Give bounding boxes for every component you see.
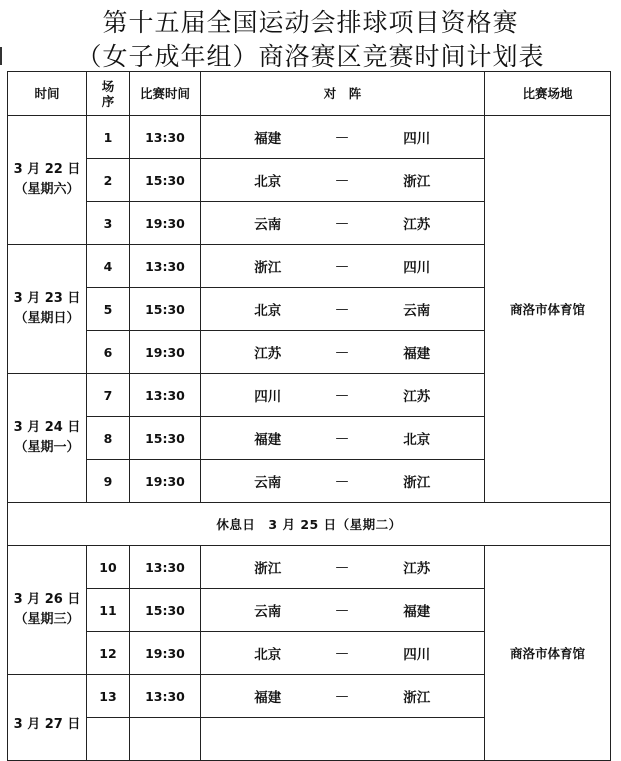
home-team: 云南 xyxy=(201,460,335,503)
home-team: 云南 xyxy=(201,589,335,632)
match-number: 1 xyxy=(87,116,130,159)
document-title-line2: （女子成年组）商洛赛区竞赛时间计划表 xyxy=(76,42,545,71)
header-matchup: 对 阵 xyxy=(201,72,485,116)
match-number: 3 xyxy=(87,202,130,245)
away-team: 四川 xyxy=(350,116,485,159)
header-order-bottom: 序 xyxy=(101,93,115,109)
match-time: 13:30 xyxy=(130,546,201,589)
date-label: 3 月 23 日 xyxy=(13,291,81,306)
match-time xyxy=(130,718,201,761)
match-time: 19:30 xyxy=(130,202,201,245)
match-number: 12 xyxy=(87,632,130,675)
header-match-time: 比赛时间 xyxy=(130,72,201,116)
match-time: 15:30 xyxy=(130,417,201,460)
match-number xyxy=(87,718,130,761)
match-time: 19:30 xyxy=(130,460,201,503)
vs-dash: — xyxy=(335,159,350,202)
away-team: 北京 xyxy=(350,417,485,460)
away-team: 江苏 xyxy=(350,546,485,589)
date-label: 3 月 26 日 xyxy=(13,592,81,607)
table-row xyxy=(8,116,611,159)
vs-dash: — xyxy=(335,417,350,460)
home-team: 福建 xyxy=(201,675,335,718)
date-cell xyxy=(8,245,87,374)
date-cell xyxy=(8,546,87,675)
home-team: 北京 xyxy=(201,632,335,675)
header-order xyxy=(87,72,130,116)
date-label: 3 月 27 日 xyxy=(13,717,81,732)
match-number: 11 xyxy=(87,589,130,632)
venue-cell: 商洛市体育馆 xyxy=(485,116,611,503)
away-team: 云南 xyxy=(350,288,485,331)
header-order-top: 场 xyxy=(101,78,115,94)
home-team: 北京 xyxy=(201,159,335,202)
away-team: 江苏 xyxy=(350,202,485,245)
match-number: 9 xyxy=(87,460,130,503)
home-team: 福建 xyxy=(201,417,335,460)
schedule-table xyxy=(7,71,611,761)
weekday-label: （星期一） xyxy=(14,440,80,455)
weekday-label: （星期六） xyxy=(14,182,80,197)
venue-cell: 商洛市体育馆 xyxy=(485,546,611,761)
match-number: 5 xyxy=(87,288,130,331)
table-row xyxy=(8,546,611,589)
vs-dash: — xyxy=(335,288,350,331)
match-time: 19:30 xyxy=(130,632,201,675)
vs-dash: — xyxy=(335,460,350,503)
date-cell xyxy=(8,116,87,245)
edge-mark xyxy=(0,47,2,65)
home-team: 浙江 xyxy=(201,245,335,288)
away-team: 浙江 xyxy=(350,675,485,718)
match-number: 6 xyxy=(87,331,130,374)
match-time: 15:30 xyxy=(130,288,201,331)
header-venue: 比赛场地 xyxy=(485,72,611,116)
match-time: 15:30 xyxy=(130,589,201,632)
vs-dash: — xyxy=(335,546,350,589)
rest-day-row xyxy=(8,503,611,546)
vs-dash: — xyxy=(335,202,350,245)
rest-day-label: 休息日 3 月 25 日（星期二） xyxy=(8,503,611,546)
match-time: 13:30 xyxy=(130,116,201,159)
date-label: 3 月 22 日 xyxy=(13,162,81,177)
weekday-label: （星期三） xyxy=(14,612,80,627)
date-cell xyxy=(8,374,87,503)
away-team: 福建 xyxy=(350,331,485,374)
away-team: 浙江 xyxy=(350,460,485,503)
vs-dash: — xyxy=(335,374,350,417)
home-team: 四川 xyxy=(201,374,335,417)
home-team: 江苏 xyxy=(201,331,335,374)
match-time: 13:30 xyxy=(130,675,201,718)
match-number: 10 xyxy=(87,546,130,589)
away-team: 福建 xyxy=(350,589,485,632)
match-time: 13:30 xyxy=(130,245,201,288)
home-team: 北京 xyxy=(201,288,335,331)
match-number: 4 xyxy=(87,245,130,288)
away-team: 四川 xyxy=(350,245,485,288)
vs-dash: — xyxy=(335,632,350,675)
vs-dash: — xyxy=(335,116,350,159)
vs-dash: — xyxy=(335,675,350,718)
away-team: 浙江 xyxy=(350,159,485,202)
header-time: 时间 xyxy=(8,72,87,116)
match-time: 13:30 xyxy=(130,374,201,417)
vs-dash xyxy=(335,718,350,761)
home-team: 云南 xyxy=(201,202,335,245)
home-team xyxy=(201,718,335,761)
match-number: 8 xyxy=(87,417,130,460)
match-number: 2 xyxy=(87,159,130,202)
away-team xyxy=(350,718,485,761)
vs-dash: — xyxy=(335,245,350,288)
home-team: 浙江 xyxy=(201,546,335,589)
header-row xyxy=(8,72,611,116)
match-number: 13 xyxy=(87,675,130,718)
away-team: 江苏 xyxy=(350,374,485,417)
document-title-line1: 第十五届全国运动会排球项目资格赛 xyxy=(102,8,519,37)
date-label: 3 月 24 日 xyxy=(13,420,81,435)
match-number: 7 xyxy=(87,374,130,417)
match-time: 19:30 xyxy=(130,331,201,374)
away-team: 四川 xyxy=(350,632,485,675)
vs-dash: — xyxy=(335,331,350,374)
vs-dash: — xyxy=(335,589,350,632)
date-cell xyxy=(8,675,87,761)
home-team: 福建 xyxy=(201,116,335,159)
weekday-label: （星期日） xyxy=(14,311,80,326)
match-time: 15:30 xyxy=(130,159,201,202)
